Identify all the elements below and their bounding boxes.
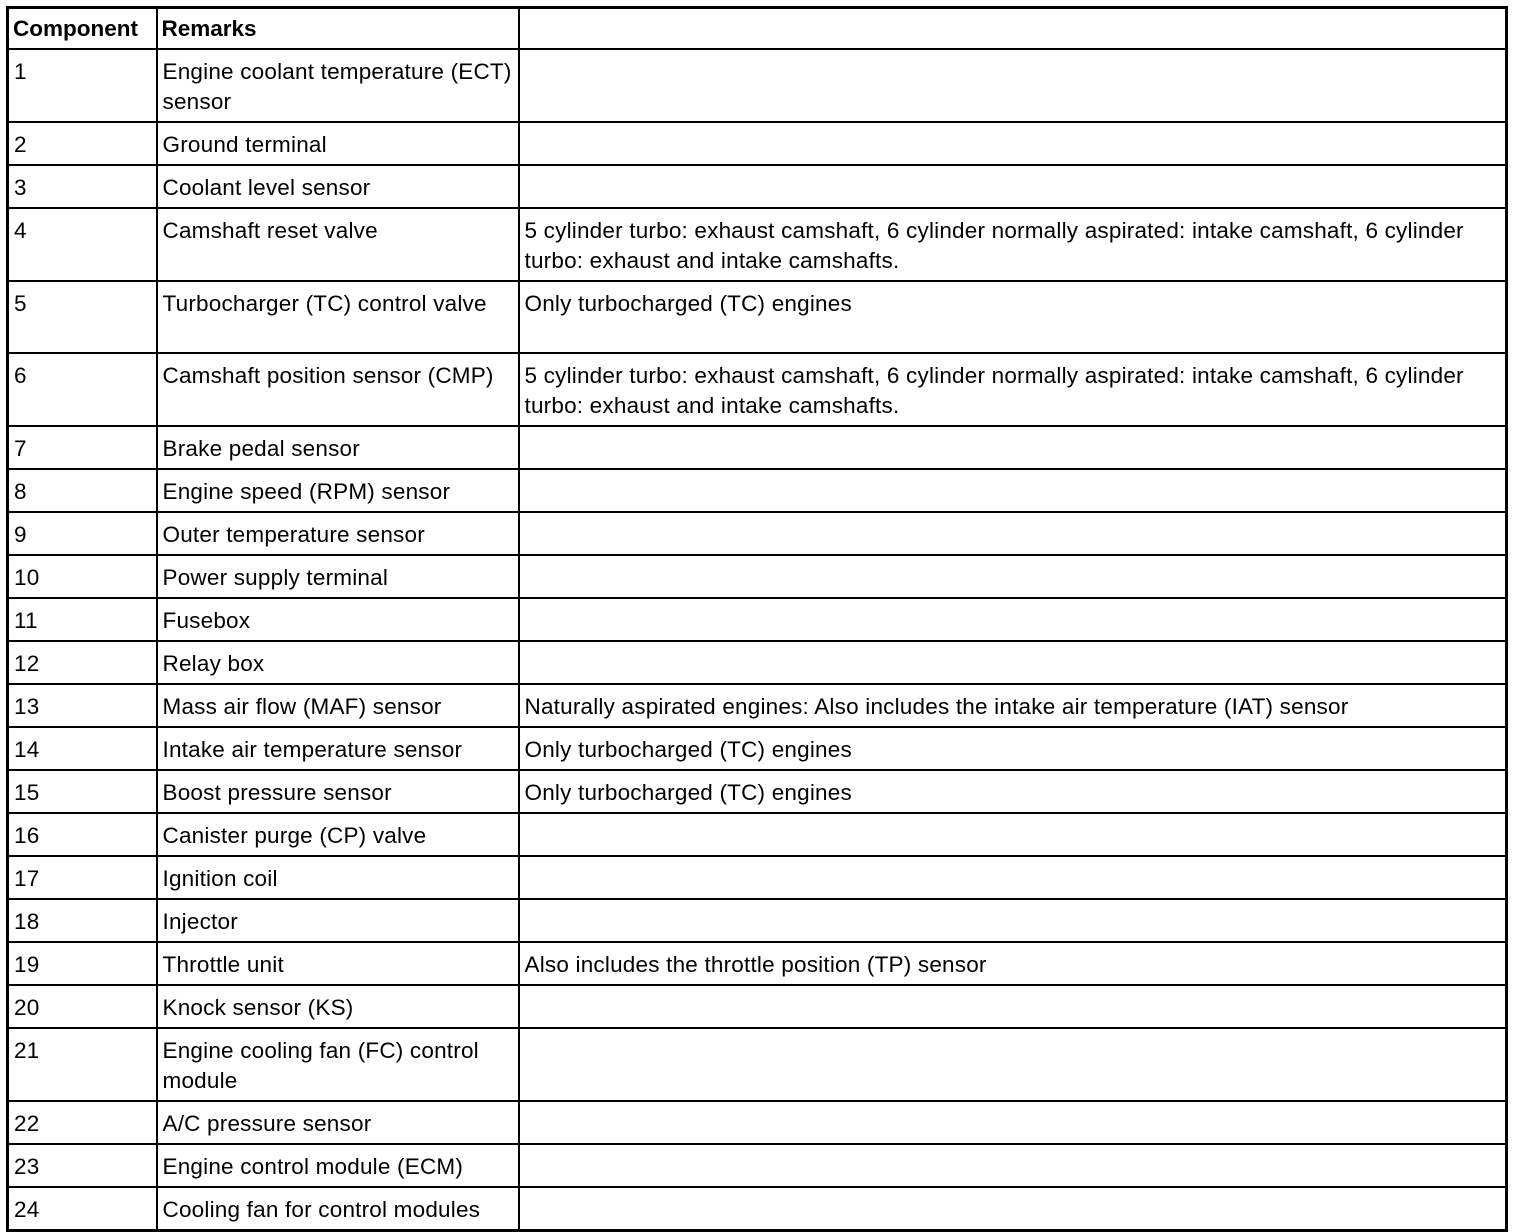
table-row: [8, 165, 1507, 208]
header-remarks: Remarks: [157, 8, 519, 50]
table-row: [8, 469, 1507, 512]
component-remarks: [519, 469, 1507, 512]
table-row: [8, 208, 1507, 281]
component-remarks: [519, 899, 1507, 942]
table-row: [8, 281, 1507, 353]
table-row: [8, 985, 1507, 1028]
component-number: 5: [8, 281, 157, 353]
component-number: 3: [8, 165, 157, 208]
component-number: 19: [8, 942, 157, 985]
component-number: 9: [8, 512, 157, 555]
component-remarks: 5 cylinder turbo: exhaust camshaft, 6 cylinder normally aspirated: intake camshaft, 6 cylinder turbo: exhaust and intake camshafts.: [519, 208, 1507, 281]
table-row: [8, 942, 1507, 985]
component-remarks: [519, 1101, 1507, 1144]
component-number: 7: [8, 426, 157, 469]
table-row: [8, 899, 1507, 942]
component-name: Power supply terminal: [157, 555, 519, 598]
component-number: 12: [8, 641, 157, 684]
component-number: 20: [8, 985, 157, 1028]
component-number: 24: [8, 1187, 157, 1231]
component-name: Mass air flow (MAF) sensor: [157, 684, 519, 727]
component-name: Outer temperature sensor: [157, 512, 519, 555]
component-remarks: Only turbocharged (TC) engines: [519, 281, 1507, 353]
component-number: 4: [8, 208, 157, 281]
component-remarks: [519, 512, 1507, 555]
component-remarks: Naturally aspirated engines: Also includes the intake air temperature (IAT) sensor: [519, 684, 1507, 727]
component-remarks: [519, 1144, 1507, 1187]
table-row: [8, 512, 1507, 555]
component-remarks: [519, 813, 1507, 856]
component-name: Camshaft position sensor (CMP): [157, 353, 519, 426]
component-name: Engine speed (RPM) sensor: [157, 469, 519, 512]
table-row: [8, 555, 1507, 598]
component-name: Canister purge (CP) valve: [157, 813, 519, 856]
components-table: [6, 6, 1508, 1232]
table-row: [8, 727, 1507, 770]
component-remarks: 5 cylinder turbo: exhaust camshaft, 6 cylinder normally aspirated: intake camshaft, 6 cylinder turbo: exhaust and intake camshafts.: [519, 353, 1507, 426]
table-row: [8, 1144, 1507, 1187]
component-number: 11: [8, 598, 157, 641]
component-remarks: [519, 598, 1507, 641]
component-name: Intake air temperature sensor: [157, 727, 519, 770]
component-number: 13: [8, 684, 157, 727]
table-row: [8, 426, 1507, 469]
component-remarks: [519, 122, 1507, 165]
table-row: [8, 1028, 1507, 1101]
component-remarks: [519, 1028, 1507, 1101]
component-remarks: [519, 165, 1507, 208]
component-number: 2: [8, 122, 157, 165]
component-remarks: [519, 856, 1507, 899]
component-number: 15: [8, 770, 157, 813]
component-number: 10: [8, 555, 157, 598]
component-name: Relay box: [157, 641, 519, 684]
component-name: Boost pressure sensor: [157, 770, 519, 813]
component-remarks: [519, 49, 1507, 122]
component-name: Engine control module (ECM): [157, 1144, 519, 1187]
component-name: Knock sensor (KS): [157, 985, 519, 1028]
component-name: Ground terminal: [157, 122, 519, 165]
component-number: 14: [8, 727, 157, 770]
component-number: 18: [8, 899, 157, 942]
header-blank: [519, 8, 1507, 50]
component-name: Engine cooling fan (FC) control module: [157, 1028, 519, 1101]
component-name: Throttle unit: [157, 942, 519, 985]
component-number: 21: [8, 1028, 157, 1101]
component-number: 23: [8, 1144, 157, 1187]
table-row: [8, 122, 1507, 165]
table-row: [8, 684, 1507, 727]
component-name: Ignition coil: [157, 856, 519, 899]
component-remarks: [519, 641, 1507, 684]
component-name: A/C pressure sensor: [157, 1101, 519, 1144]
table-row: [8, 353, 1507, 426]
component-remarks: [519, 985, 1507, 1028]
component-number: 22: [8, 1101, 157, 1144]
table-row: [8, 856, 1507, 899]
table-row: [8, 641, 1507, 684]
table-row: [8, 1187, 1507, 1231]
component-number: 8: [8, 469, 157, 512]
component-name: Injector: [157, 899, 519, 942]
component-name: Turbocharger (TC) control valve: [157, 281, 519, 353]
component-number: 17: [8, 856, 157, 899]
table-row: [8, 1101, 1507, 1144]
header-component: Component: [8, 8, 157, 50]
component-number: 1: [8, 49, 157, 122]
table-body: [8, 49, 1507, 1231]
component-number: 16: [8, 813, 157, 856]
table-row: [8, 598, 1507, 641]
table-row: [8, 813, 1507, 856]
component-remarks: [519, 555, 1507, 598]
header-row: [8, 8, 1507, 50]
table-row: [8, 770, 1507, 813]
component-name: Fusebox: [157, 598, 519, 641]
component-remarks: Only turbocharged (TC) engines: [519, 770, 1507, 813]
component-name: Engine coolant temperature (ECT) sensor: [157, 49, 519, 122]
component-remarks: Only turbocharged (TC) engines: [519, 727, 1507, 770]
component-name: Brake pedal sensor: [157, 426, 519, 469]
component-remarks: Also includes the throttle position (TP) sensor: [519, 942, 1507, 985]
component-name: Camshaft reset valve: [157, 208, 519, 281]
table-row: [8, 49, 1507, 122]
component-number: 6: [8, 353, 157, 426]
component-name: Cooling fan for control modules: [157, 1187, 519, 1231]
component-remarks: [519, 1187, 1507, 1231]
component-remarks: [519, 426, 1507, 469]
component-name: Coolant level sensor: [157, 165, 519, 208]
